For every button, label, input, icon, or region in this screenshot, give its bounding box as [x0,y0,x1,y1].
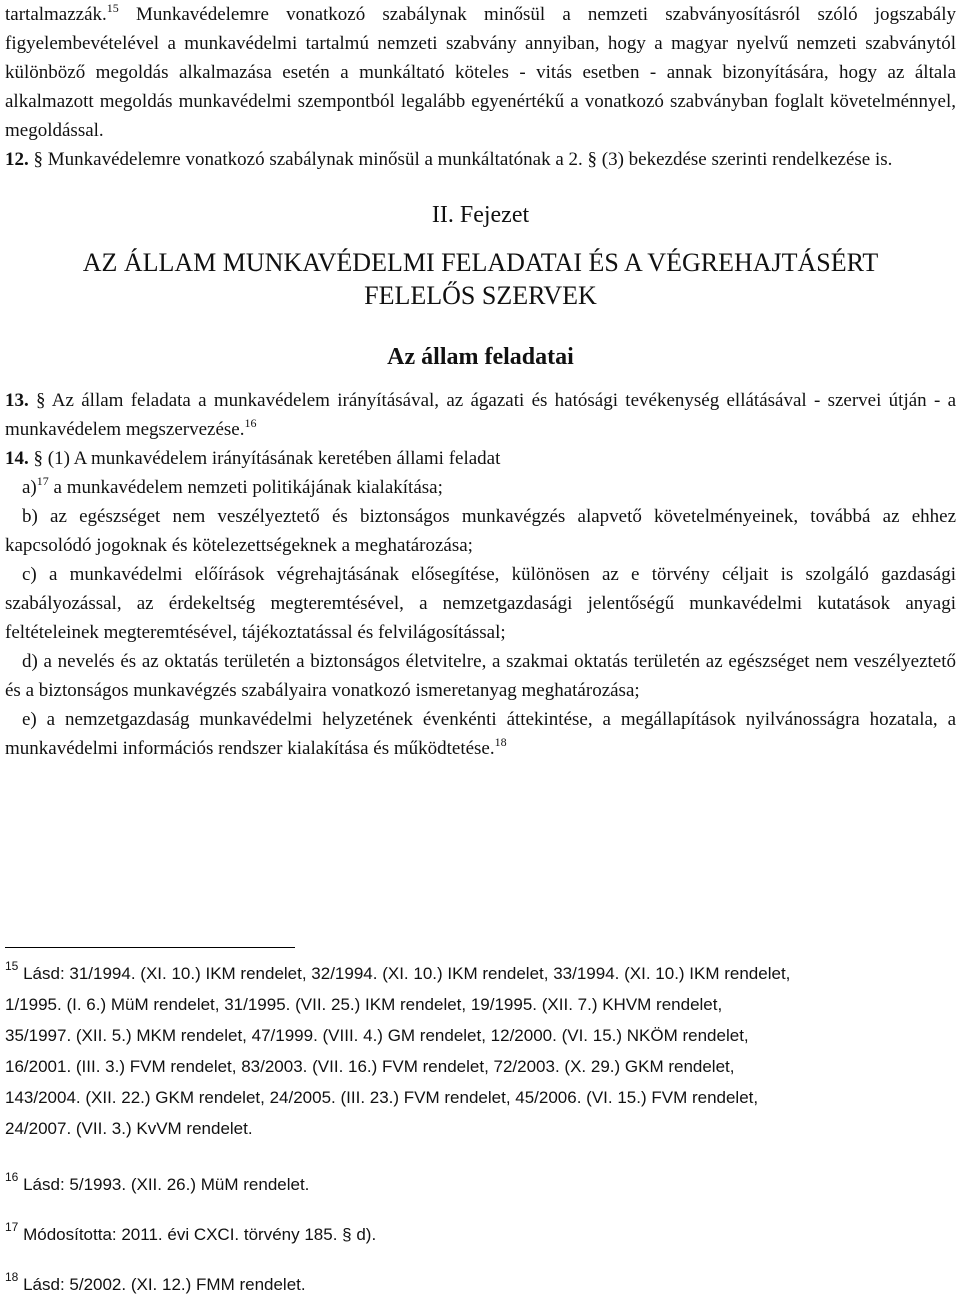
footnote-number: 16 [5,1170,19,1184]
footnote-18 [5,1269,935,1300]
chapter-title-line-2: FELELŐS SZERVEK [364,281,597,310]
main-text [5,0,956,763]
footnote-16-text: Lásd: 5/1993. (XII. 26.) MüM rendelet. [18,1175,310,1194]
item-c: c) a munkavédelmi előírások végrehajtásának elősegítése, különösen az e törvény céljait is szolgáló gazdasági szabályozással, az érdekeltség megteremtésével, a nemzetgazdasági jelentőségű munkavédelmi kutatások anyagi feltételeinek megteremtésével, tájékoztatással és felvilágosítással; [5,564,956,643]
item-b: b) az egészséget nem veszélyeztető és biztonságos munkavégzés alapvető követelményeinek, továbbá az ehhez kapcsolódó jogoknak és kötelezettségeknek a meghatározása; [5,506,956,556]
footnote-15-line-4: 16/2001. (III. 3.) FVM rendelet, 83/2003. (VII. 16.) FVM rendelet, 72/2003. (X. 29.) GKM rendelet, [5,1057,735,1076]
footnote-15-line-6: 24/2007. (VII. 3.) KvVM rendelet. [5,1119,253,1138]
intro-paragraph [5,0,956,145]
chapter-title-line-1: AZ ÁLLAM MUNKAVÉDELMI FELADATAI ÉS A VÉGREHAJTÁSÉRT [82,248,879,277]
section-12 [5,145,956,174]
footnote-ref-18[interactable]: 18 [494,735,507,749]
section-14 [5,444,956,473]
footnote-17-text: Módosította: 2011. évi CXCI. törvény 185. § d). [18,1225,377,1244]
item-e [5,705,956,763]
footnote-15-line-5: 143/2004. (XII. 22.) GKM rendelet, 24/2005. (III. 23.) FVM rendelet, 45/2006. (VI. 15.) FVM rendelet, [5,1088,759,1107]
section-13-number: 13. [5,390,29,411]
section-13-text: Az állam feladata a munkavédelem irányításával, az ágazati és hatósági tevékenység ellátásával - szervei útján - a munkavédelem megszervezése. [5,390,956,440]
item-d: d) a nevelés és az oktatás területén a biztonságos életvitelre, a szakmai oktatás területén az egészséget nem veszélyeztető és a biztonságos munkavégzés szabályaira vonatkozó ismeretanyag meghatározása; [5,651,956,701]
item-e-text: e) a nemzetgazdaság munkavédelmi helyzetének évenkénti áttekintése, a megállapítások nyilvánosságra hozatala, a munkavédelmi információs rendszer kialakítása és működtetése. [5,709,956,759]
footnote-number: 15 [5,959,19,973]
intro-lead: tartalmazzák. [5,4,107,25]
section-14-number: 14. [5,448,29,469]
footnote-number: 17 [5,1220,19,1234]
item-a [5,473,956,502]
footnote-18-text: Lásd: 5/2002. (XI. 12.) FMM rendelet. [18,1275,306,1294]
footnote-15 [5,958,935,1144]
paragraph-sign: § [33,149,43,170]
intro-text: Munkavédelemre vonatkozó szabálynak minősül a nemzeti szabványosításról szóló jogszabály figyelembevételével a munkavédelmi tartalmú nemzeti szabvány annyiban, hogy a magyar nyelvű nemzeti szabványtól különböző megoldás alkalmazása esetén a munkáltató köteles - vitás esetben - annak bizonyítására, hogy az általa alkalmazott megoldás munkavédelmi szempontból legalább egyenértékű a vonatkozó szabványban foglalt követelménnyel, megoldással. [5,4,956,141]
footnote-17 [5,1219,935,1250]
footnote-16 [5,1169,935,1200]
paragraph-sign: § [36,390,46,411]
section-13 [5,386,956,444]
footnote-15-line-2: 1/1995. (I. 6.) MüM rendelet, 31/1995. (VII. 25.) IKM rendelet, 19/1995. (XII. 7.) KHVM rendelet, [5,995,723,1014]
footnote-number: 18 [5,1270,19,1284]
item-a-text: a munkavédelem nemzeti politikájának kialakítása; [48,477,443,498]
footnote-15-line-3: 35/1997. (XII. 5.) MKM rendelet, 47/1999. (VIII. 4.) GM rendelet, 12/2000. (VI. 15.) NKÖM rendelet, [5,1026,749,1045]
chapter-number: II. Fejezet [431,202,530,228]
footnote-ref-15[interactable]: 15 [106,1,119,15]
footnote-ref-17[interactable]: 17 [36,474,49,488]
footnote-separator [5,947,295,948]
footnote-ref-16[interactable]: 16 [244,416,257,430]
paragraph-sign: § [33,448,43,469]
section-12-text: Munkavédelemre vonatkozó szabálynak minősül a munkáltatónak a 2. § (3) bekezdése szerinti rendelkezése is. [43,149,893,170]
section-14-text: (1) A munkavédelem irányításának keretében állami feladat [43,448,501,469]
footnote-15-line-1: Lásd: 31/1994. (XI. 10.) IKM rendelet, 32/1994. (XI. 10.) IKM rendelet, 33/1994. (XI. 10.) IKM rendelet, [18,964,791,983]
chapter-subtitle: Az állam feladatai [387,344,574,370]
item-a-label: a) [22,477,37,498]
section-12-number: 12. [5,149,29,170]
